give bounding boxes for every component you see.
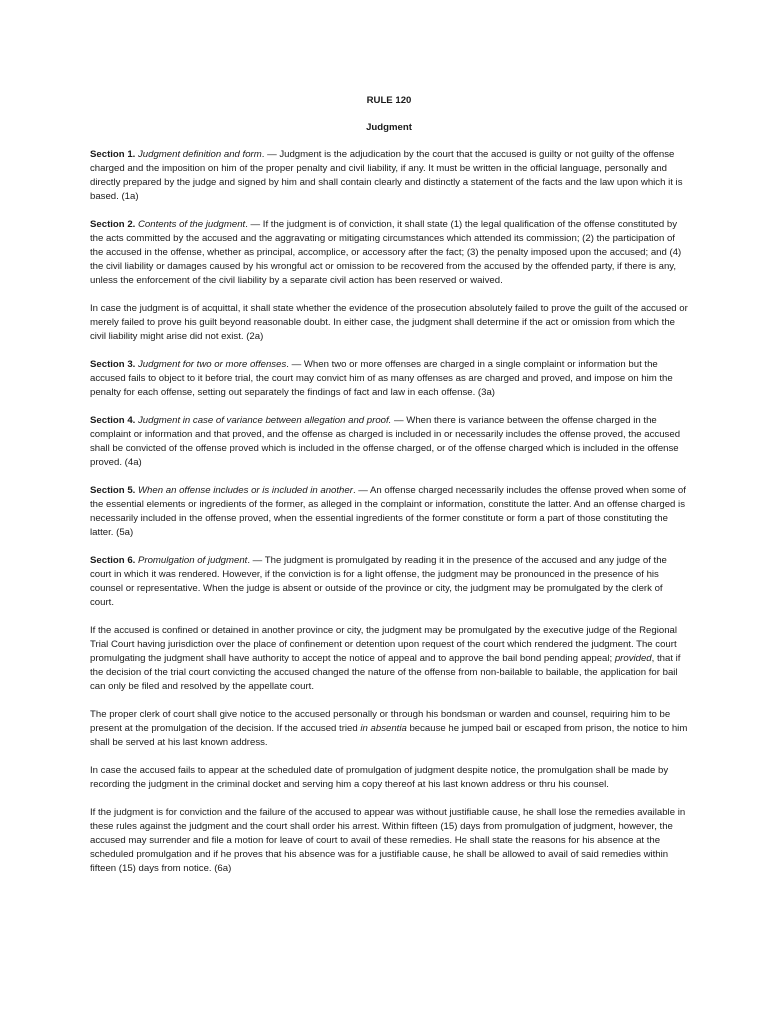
- italic-term: in absentia: [360, 723, 407, 734]
- section-1-paragraph: [90, 148, 688, 204]
- paragraph-body: If the accused is confined or detained in another province or city, the judgment may be promulgated by the executive judge of the Regional Trial Court having jurisdiction over the place of confinement or detention upon request of the court which rendered the judgment. The court promulgating the judgment shall have authority to accept the notice of appeal and to approve the bail bond pending appeal;: [90, 625, 677, 664]
- section-body: . — If the judgment is of conviction, it shall state (1) the legal qualification of the offense constituted by the acts committed by the accused and the aggravating or mitigating circumstances which attended its commission; (2) the participation of the accused in the offense, whether as principal, accomplice, or accessory after the fact; (3) the penalty imposed upon the accused; and (4) the civil liability or damages caused by his wrongful act or omission to be recovered from the accused by the offended party, if there is any, unless the enforcement of the civil liability by a separate civil action has been reserved or waived.: [90, 219, 682, 286]
- paragraph-body: In case the accused fails to appear at the scheduled date of promulgation of judgment despite notice, the promulgation shall be made by recording the judgment in the criminal docket and serving him a copy thereof at his last known address or thru his counsel.: [90, 765, 669, 790]
- italic-term: provided: [614, 653, 652, 664]
- paragraph-body-cont: , that if the decision of the trial court convicting the accused changed the nature of the offense from non-bailable to bailable, the application for bail can only be filed and resolved by the appellate court.: [90, 653, 681, 692]
- section-body: . — Judgment is the adjudication by the court that the accused is guilty or not guilty of the offense charged and the imposition on him of the proper penalty and civil liability, if any. It must be written in the official language, personally and directly prepared by the judge and signed by him and shall contain clearly and distinctly a statement of the facts and the law upon which it is based. (1a): [90, 149, 683, 202]
- notice-paragraph: [90, 708, 688, 750]
- rule-title: RULE 120: [366, 95, 412, 106]
- section-body: . — An offense charged necessarily includes the offense proved when some of the essential elements or ingredients of the former, as alleged in the complaint or information, constitute the latter. And an offense charged is necessarily included in the offense proved, when the essential ingredients of the former constitute or form a part of those constituting the latter. (5a): [90, 485, 686, 538]
- acquittal-paragraph: [90, 302, 688, 344]
- section-3-paragraph: [90, 358, 688, 400]
- section-label: Section 6.: [90, 555, 136, 566]
- section-heading: Judgment for two or more offenses: [138, 359, 287, 370]
- conviction-remedies-paragraph: [90, 806, 688, 876]
- section-body: — When there is variance between the offense charged in the complaint or information and that proved, and the offense as charged is included in or necessarily includes the offense proved, the accused shall be convicted of the offense proved which is included in the offense charged, or of the offense charged which is included in the offense proved. (4a): [90, 415, 681, 468]
- section-label: Section 3.: [90, 359, 136, 370]
- section-heading: Contents of the judgment: [138, 219, 246, 230]
- confinement-paragraph: [90, 624, 688, 694]
- paragraph-body-cont: because he jumped bail or escaped from prison, the notice to him shall be served at his last known address.: [90, 723, 688, 748]
- section-6-paragraph: [90, 554, 688, 610]
- section-body: . — When two or more offenses are charged in a single complaint or information but the accused fails to object to it before trial, the court may convict him of as many offenses as are charged and proved, and impose on him the penalty for each offense, setting out separately the findings of fact and law in each offense. (3a): [90, 359, 673, 398]
- rule-subtitle: Judgment: [366, 122, 412, 133]
- section-heading: When an offense includes or is included in another: [138, 485, 353, 496]
- paragraph-body: If the judgment is for conviction and the failure of the accused to appear was without justifiable cause, he shall lose the remedies available in these rules against the judgment and the court shall order his arrest. Within fifteen (15) days from promulgation of judgment, however, the accused may surrender and file a motion for leave of court to avail of these remedies. He shall state the reasons for his absence at the scheduled promulgation and if he proves that his absence was for a justifiable cause, he shall be allowed to avail of said remedies within fifteen (15) days from notice. (6a): [90, 807, 686, 874]
- section-2-paragraph: [90, 218, 688, 288]
- section-label: Section 1.: [90, 149, 136, 160]
- section-4-paragraph: [90, 414, 688, 470]
- section-heading: Judgment definition and form: [138, 149, 262, 160]
- section-label: Section 4.: [90, 415, 136, 426]
- section-body: . — The judgment is promulgated by reading it in the presence of the accused and any judge of the court in which it was rendered. However, if the conviction is for a light offense, the judgment may be pronounced in the presence of his counsel or representative. When the judge is absent or outside of the province or city, the judgment may be promulgated by the clerk of court.: [90, 555, 667, 608]
- section-label: Section 5.: [90, 485, 136, 496]
- section-heading: Judgment in case of variance between allegation and proof.: [138, 415, 392, 426]
- section-label: Section 2.: [90, 219, 136, 230]
- section-heading: Promulgation of judgment: [138, 555, 248, 566]
- paragraph-body: The proper clerk of court shall give notice to the accused personally or through his bondsman or warden and counsel, requiring him to be present at the promulgation of the decision. If the accused tried: [90, 709, 671, 734]
- failure-to-appear-paragraph: [90, 764, 688, 792]
- section-5-paragraph: [90, 484, 688, 540]
- paragraph-body: In case the judgment is of acquittal, it shall state whether the evidence of the prosecution absolutely failed to prove the guilt of the accused or merely failed to prove his guilt beyond reasonable doubt. In either case, the judgment shall determine if the act or omission from which the civil liability might arise did not exist. (2a): [90, 303, 688, 342]
